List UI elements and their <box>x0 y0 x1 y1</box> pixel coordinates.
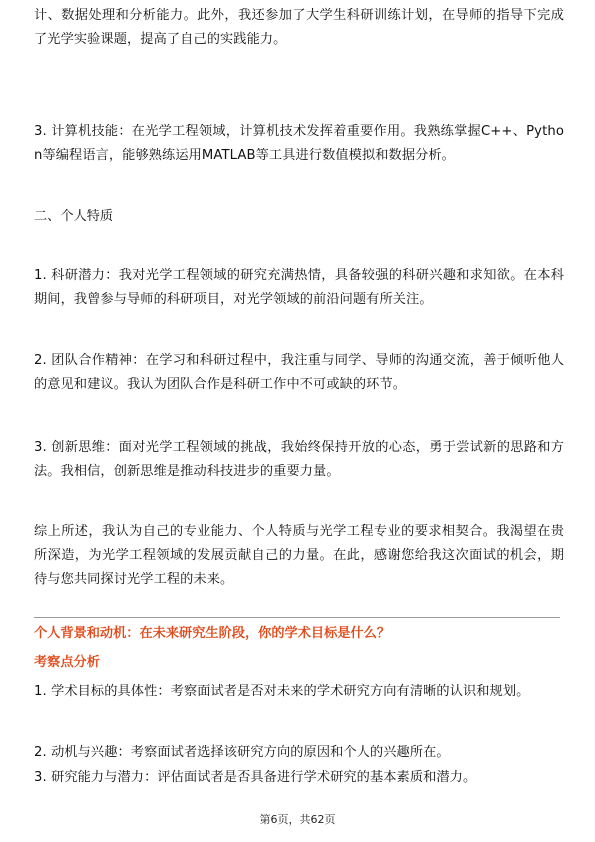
analysis-point-2: 2. 动机与兴趣：考察面试者选择该研究方向的原因和个人的兴趣所在。 <box>34 745 450 760</box>
question-title: 个人背景和动机：在未来研究生阶段，你的学术目标是什么？ <box>34 626 391 641</box>
paragraph-intro: 计、数据处理和分析能力。此外，我还参加了大学生科研训练计划，在导师的指导下完成了光学实验课题，提高了自己的实践能力。 <box>34 8 564 47</box>
analysis-section-label: 考察点分析 <box>34 655 100 670</box>
paragraph-teamwork: 2. 团队合作精神：在学习和科研过程中，我注重与同学、导师的沟通交流，善于倾听他人的意见和建议。我认为团队合作是科研工作中不可或缺的环节。 <box>34 353 564 392</box>
paragraph-summary: 综上所述，我认为自己的专业能力、个人特质与光学工程专业的要求相契合。我渴望在贵所深造，为光学工程领域的发展贡献自己的力量。在此，感谢您给我这次面试的机会，期待与您共同探讨光学工程的未来。 <box>34 524 564 587</box>
section-heading-personal-traits: 二、个人特质 <box>34 209 114 224</box>
analysis-point-3: 3. 研究能力与潜力：评估面试者是否具备进行学术研究的基本素质和潜力。 <box>34 770 477 785</box>
analysis-point-1: 1. 学术目标的具体性：考察面试者是否对未来的学术研究方向有清晰的认识和规划。 <box>34 684 530 699</box>
page-number-footer: 第6页，共62页 <box>259 813 336 826</box>
paragraph-research-potential: 1. 科研潜力：我对光学工程领域的研究充满热情，具备较强的科研兴趣和求知欲。在本科期间，我曾参与导师的科研项目，对光学领域的前沿问题有所关注。 <box>34 268 564 307</box>
section-divider <box>34 617 560 618</box>
paragraph-innovation: 3. 创新思维：面对光学工程领域的挑战，我始终保持开放的心态，勇于尝试新的思路和方法。我相信，创新思维是推动科技进步的重要力量。 <box>34 440 564 479</box>
paragraph-computer-skills: 3. 计算机技能：在光学工程领域，计算机技术发挥着重要作用。我熟练掌握C++、Python等编程语言，能够熟练运用MATLAB等工具进行数值模拟和数据分析。 <box>34 124 564 163</box>
